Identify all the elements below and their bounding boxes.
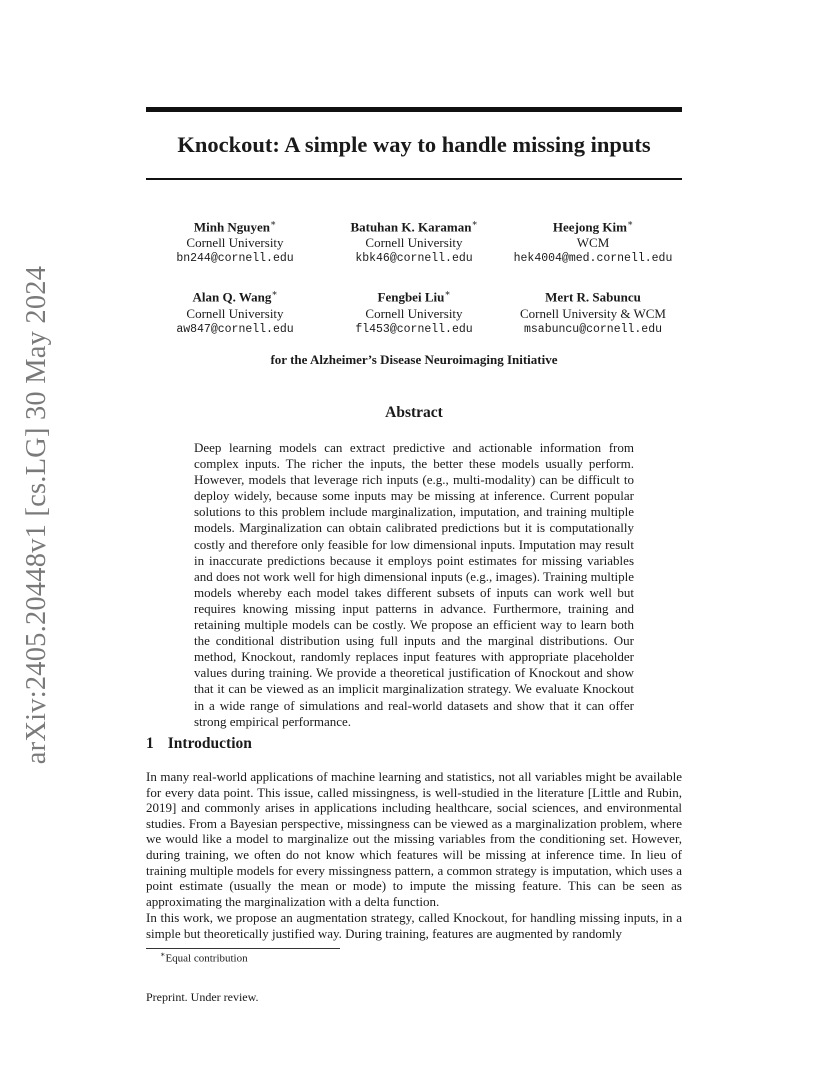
- author-affiliation: Cornell University: [365, 305, 463, 321]
- title-top-rule: [146, 107, 682, 112]
- author-row-2: [146, 285, 682, 337]
- section-number: 1: [146, 735, 154, 752]
- author-email[interactable]: hek4004@med.cornell.edu: [513, 252, 673, 266]
- abstract-text: Deep learning models can extract predictive and actionable information from complex inputs. The richer the inputs, the better these models usually perform. However, models that leverage rich inputs (e.g., multi-modality) can be difficult to deploy widely, because some inputs may be missing at inference. Current popular solutions to this problem include marginalization, imputation, and training multiple models. Marginalization can obtain calibrated predictions but it is computationally costly and therefore only feasible for low dimensional inputs. Imputation may result in inaccurate predictions because it employs point estimates for missing variables and does not work well for high dimensional inputs (e.g., images). Training multiple models whereby each model takes different subsets of inputs can work well but requires knowing missing input patterns in advance. Furthermore, training and retaining multiple models can be costly. We propose an efficient way to learn both the conditional distribution using full inputs and the marginal distributions. Our method, Knockout, randomly replaces input features with appropriate placeholder values during training. We provide a theoretical justification of Knockout and show that it can be viewed as an implicit marginalization strategy. We evaluate Knockout in a wide range of simulations and real-world datasets and show that it can offer strong empirical performance.: [194, 440, 634, 729]
- author-email[interactable]: fl453@cornell.edu: [355, 322, 473, 336]
- arxiv-identifier-stamp: arXiv:2405.20448v1 [cs.LG] 30 May 2024: [21, 265, 52, 765]
- footnote-mark: ∗: [160, 950, 166, 959]
- author-entry: [325, 215, 503, 267]
- author-affiliation: WCM: [576, 235, 610, 251]
- paper-title: Knockout: A simple way to handle missing inputs: [177, 132, 651, 157]
- author-email[interactable]: kbk46@cornell.edu: [355, 252, 473, 266]
- author-entry: [504, 285, 682, 337]
- author-email[interactable]: bn244@cornell.edu: [176, 252, 294, 266]
- equal-contribution-mark: ∗: [444, 288, 451, 299]
- author-affiliation: Cornell University: [186, 235, 284, 251]
- footnote-rule: [146, 948, 340, 949]
- author-entry: [146, 285, 324, 337]
- footnote: [160, 950, 248, 965]
- author-name: Batuhan K. Karaman∗: [350, 218, 478, 235]
- author-affiliation: Cornell University: [186, 305, 284, 321]
- consortium-line: for the Alzheimer’s Disease Neuroimaging Initiative: [270, 352, 558, 367]
- abstract-heading: Abstract: [385, 404, 443, 421]
- title-bottom-rule: [146, 178, 682, 180]
- author-affiliation: Cornell University & WCM: [519, 305, 666, 321]
- author-name: Mert R. Sabuncu: [545, 289, 641, 305]
- author-name: Alan Q. Wang∗: [192, 288, 278, 305]
- author-name: Fengbei Liu∗: [377, 288, 451, 305]
- section-heading: [146, 735, 252, 753]
- intro-paragraph-1: In many real-world applications of machine learning and statistics, not all variables might be available for every data point. This issue, called missingness, is well-studied in the literature [Little and Rubin, 2019] and commonly arises in applications including healthcare, social sciences, and environmental studies. From a Bayesian perspective, missingness can be viewed as a marginalization problem, where we would like a model to marginalize out the missing variables from the conditioning set. However, during training, we often do not know which features will be missing at inference time. In lieu of training multiple models for every missingness pattern, a common strategy is imputation, which uses a point estimate (usually the mean or mode) to impute the missing feature. This can be seen as approximating the marginalization with a delta function.: [146, 769, 682, 909]
- author-row-1: [146, 215, 682, 267]
- author-email[interactable]: aw847@cornell.edu: [176, 322, 294, 336]
- intro-paragraph-2: In this work, we propose an augmentation strategy, called Knockout, for handling missing inputs, in a simple but theoretically justified way. During training, features are augmented by randomly: [146, 910, 682, 941]
- section-title: Introduction: [167, 735, 252, 752]
- footnote-text: Equal contribution: [165, 952, 248, 965]
- equal-contribution-mark: ∗: [471, 218, 478, 228]
- equal-contribution-mark: ∗: [626, 218, 634, 228]
- author-name: Minh Nguyen∗: [193, 218, 277, 235]
- equal-contribution-mark: ∗: [271, 288, 278, 299]
- author-name: Heejong Kim∗: [552, 218, 634, 235]
- preprint-footer: Preprint. Under review.: [146, 990, 259, 1004]
- equal-contribution-mark: ∗: [270, 218, 277, 228]
- author-entry: [325, 285, 503, 337]
- author-entry: [146, 215, 324, 267]
- author-entry: [504, 215, 682, 267]
- author-affiliation: Cornell University: [365, 235, 463, 251]
- author-email[interactable]: msabuncu@cornell.edu: [523, 322, 663, 336]
- author-block: [146, 215, 682, 356]
